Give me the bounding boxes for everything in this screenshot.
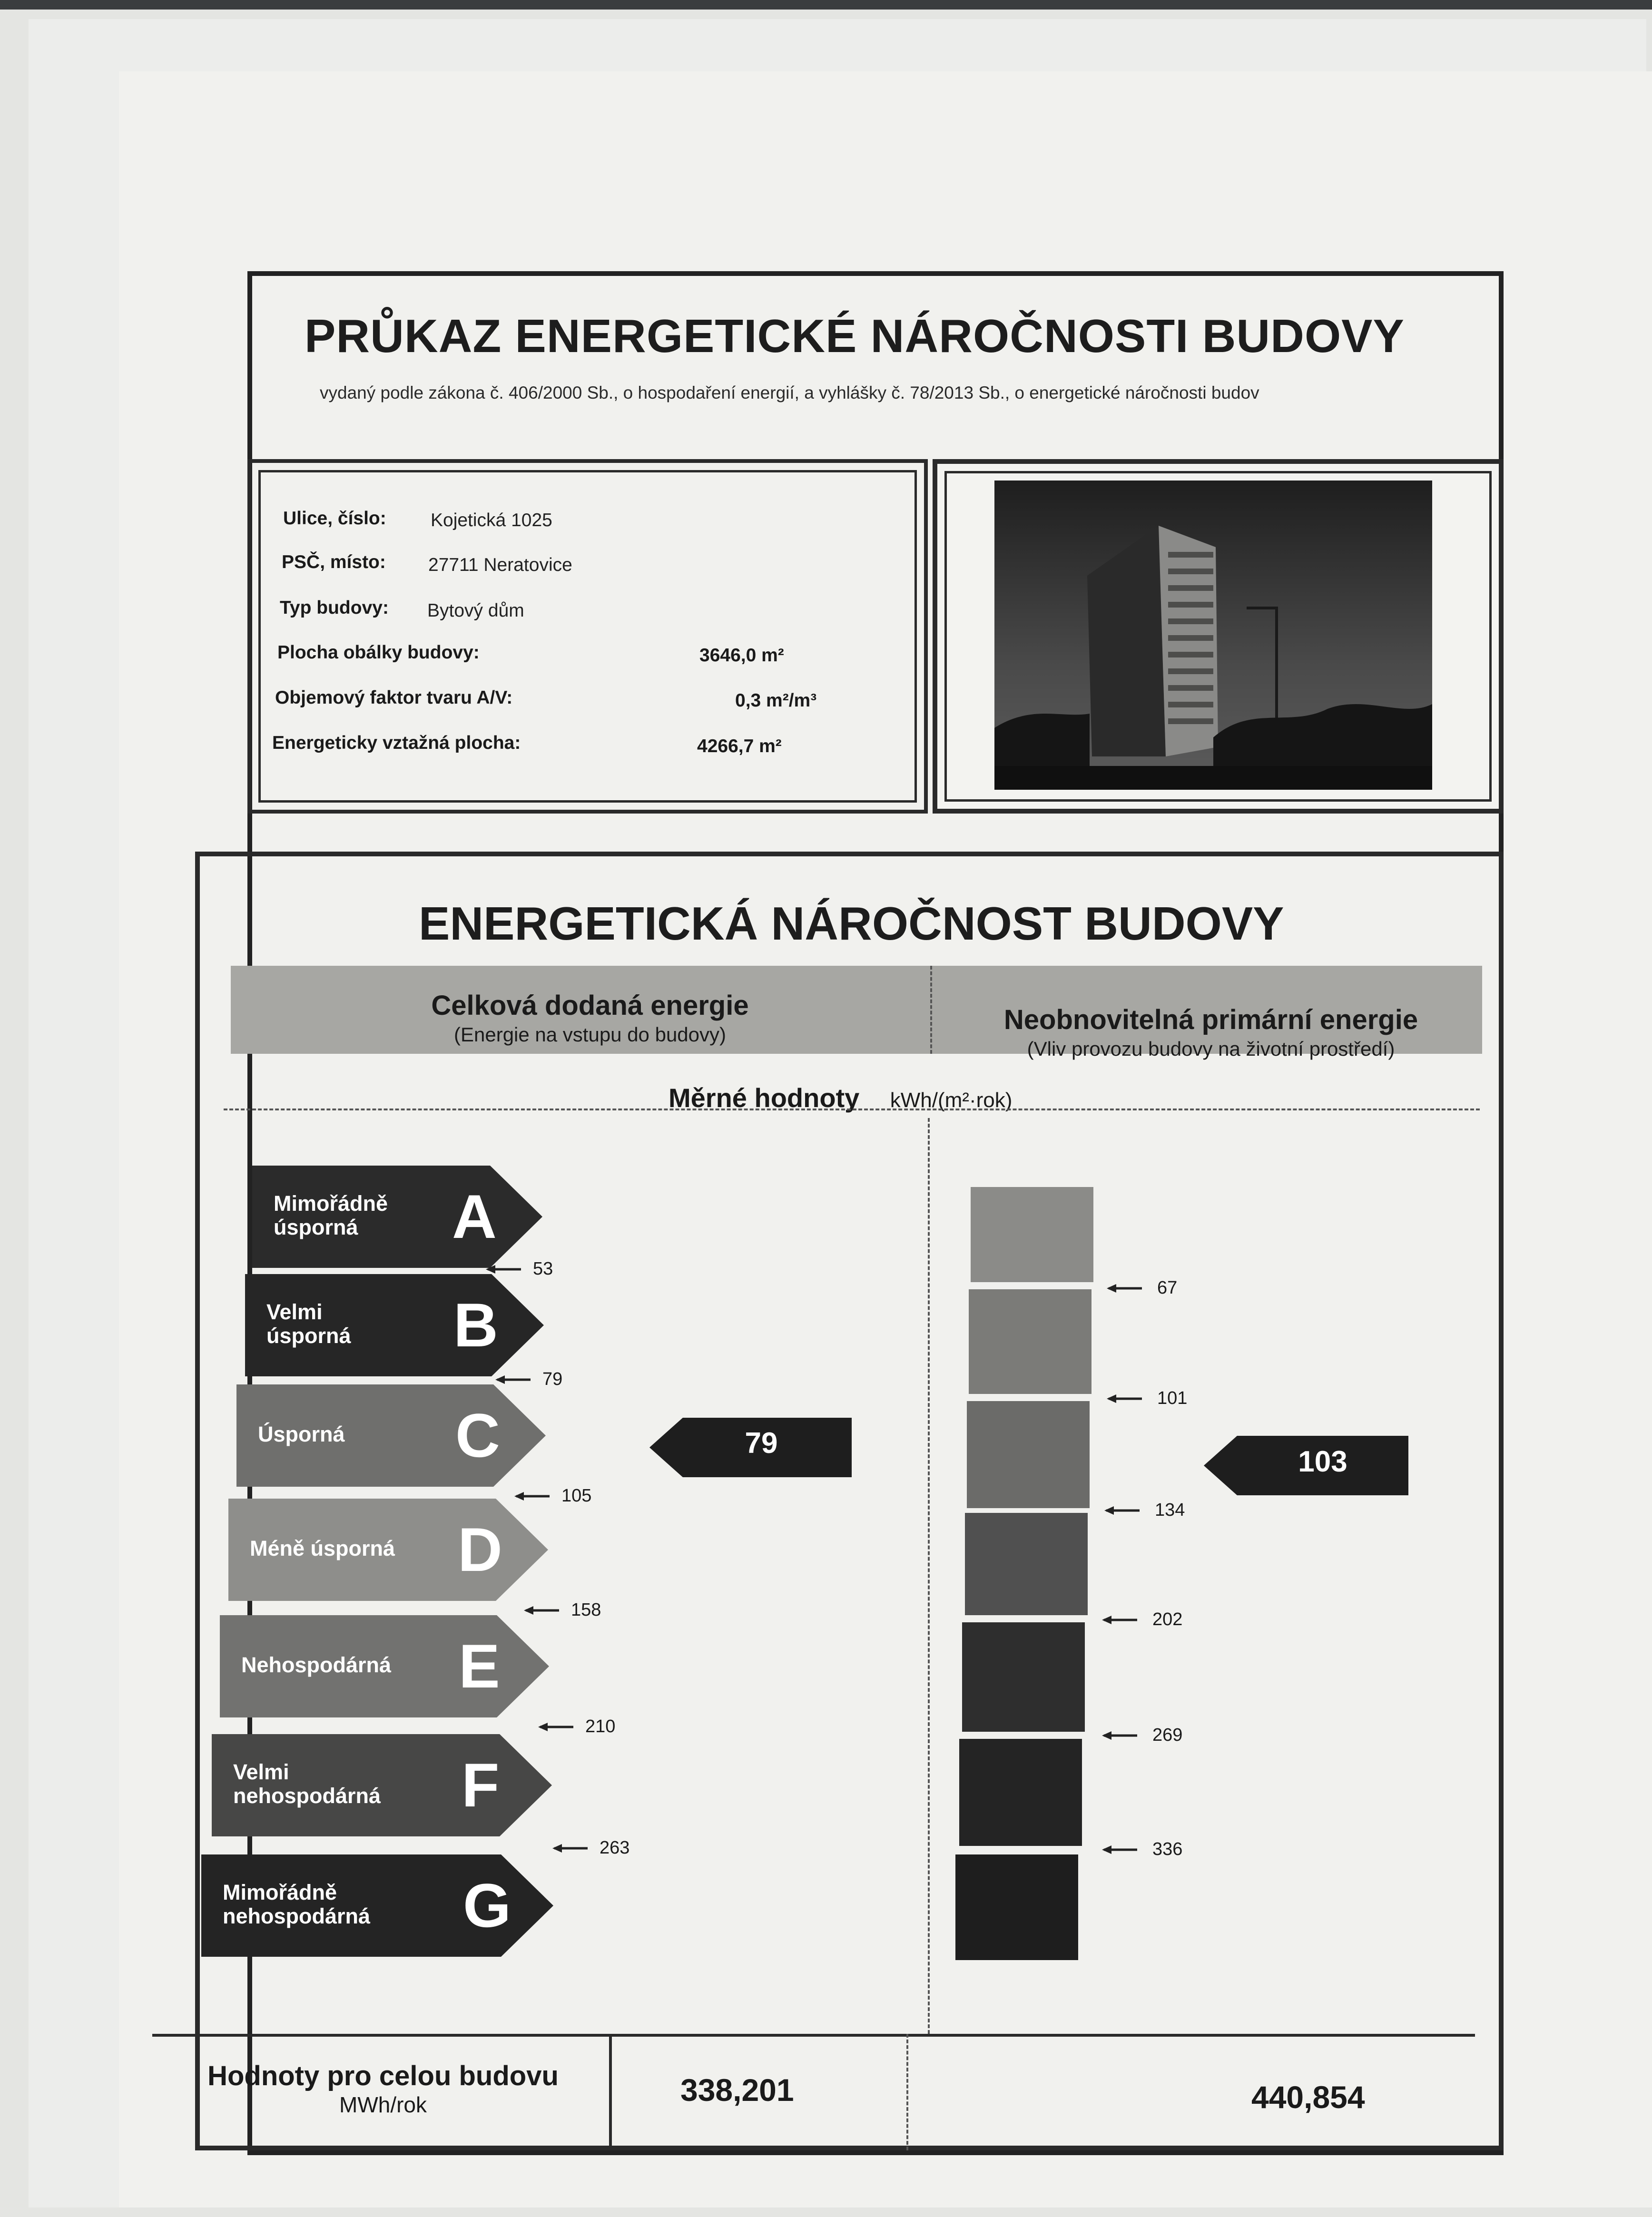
energy-class-b-letter: B	[453, 1290, 498, 1360]
envelope-area-label: Plocha obálky budovy:	[277, 642, 480, 663]
primary-threshold-arrow-head	[1104, 1506, 1114, 1515]
reference-area-value: 4266,7 m²	[697, 736, 782, 756]
delivered-threshold-arrow-head	[552, 1844, 562, 1853]
primary-threshold-value: 67	[1157, 1278, 1178, 1298]
energy-class-f-label-line1: Velmi	[233, 1760, 289, 1784]
envelope-area-value: 3646,0 m²	[699, 645, 784, 666]
footer-label	[188, 2060, 578, 2118]
footer-dashed-divider	[906, 2034, 908, 2150]
energy-class-a-label-line1: Mimořádně	[274, 1191, 388, 1216]
energy-class-e-letter: E	[459, 1631, 500, 1701]
primary-energy-class-block	[969, 1289, 1092, 1394]
street-label: Ulice, číslo:	[283, 508, 386, 529]
energy-class-f-label-line2: nehospodárná	[233, 1784, 381, 1808]
specific-values-label: Měrné hodnoty	[669, 1083, 860, 1113]
energy-class-b-label-line1: Velmi	[266, 1300, 323, 1324]
energy-class-c-label-line1: Úsporná	[258, 1422, 345, 1446]
left-column-title: Celková dodaná energie	[431, 990, 749, 1021]
energy-class-g-letter: G	[463, 1871, 511, 1940]
delivered-threshold-arrow-head	[538, 1723, 548, 1731]
primary-threshold-value: 336	[1152, 1839, 1183, 1859]
left-column-subtitle: (Energie na vstupu do budovy)	[453, 1023, 727, 1046]
right-rating-value: 103	[1298, 1445, 1347, 1478]
primary-threshold-arrow-head	[1102, 1845, 1111, 1854]
energy-class-g-label-line2: nehospodárná	[223, 1904, 371, 1928]
primary-energy-class-block	[962, 1622, 1085, 1732]
energy-class-a-label-line2: úsporná	[274, 1215, 358, 1239]
shape-factor-label: Objemový faktor tvaru A/V:	[275, 687, 513, 708]
primary-energy-class-block	[955, 1854, 1078, 1960]
certificate-title: PRŮKAZ ENERGETICKÉ NÁROČNOSTI BUDOVY	[305, 310, 1405, 362]
primary-threshold-value: 269	[1152, 1725, 1183, 1745]
primary-threshold-value: 101	[1157, 1388, 1188, 1408]
delivered-threshold-value: 105	[561, 1486, 592, 1506]
psc-label: PSČ, místo:	[282, 552, 386, 572]
primary-threshold-value: 134	[1155, 1500, 1185, 1520]
footer-divider	[609, 2034, 612, 2150]
right-column-title: Neobnovitelná primární energie	[1003, 1004, 1418, 1035]
primary-threshold-arrow-head	[1107, 1284, 1116, 1293]
psc-value: 27711 Neratovice	[428, 555, 572, 575]
primary-energy-class-block	[959, 1739, 1082, 1846]
building-type-label: Typ budovy:	[280, 598, 389, 618]
street-value: Kojetická 1025	[431, 510, 552, 530]
primary-threshold-value: 202	[1152, 1609, 1183, 1629]
energy-class-e-label-line1: Nehospodárná	[241, 1653, 392, 1677]
delivered-threshold-arrow-head	[514, 1492, 524, 1501]
delivered-threshold-value: 53	[533, 1259, 553, 1279]
primary-energy-class-block	[971, 1187, 1093, 1282]
primary-energy-class-block	[967, 1401, 1090, 1508]
energy-class-b-label-line2: úsporná	[266, 1324, 351, 1348]
delivered-threshold-value: 210	[585, 1717, 616, 1736]
energy-rating-title: ENERGETICKÁ NÁROČNOST BUDOVY	[419, 897, 1284, 950]
energy-class-f-letter: F	[462, 1750, 500, 1820]
delivered-threshold-value: 79	[542, 1369, 563, 1389]
energy-class-c-letter: C	[455, 1401, 500, 1470]
primary-energy-class-block	[965, 1513, 1088, 1615]
primary-threshold-arrow-head	[1107, 1394, 1116, 1403]
right-column-subtitle: (Vliv provozu budovy na životní prostředí)	[1027, 1038, 1395, 1060]
delivered-threshold-value: 263	[600, 1838, 630, 1858]
footer-top-rule	[152, 2034, 1475, 2037]
whole-building-primary-energy: 440,854	[1251, 2080, 1365, 2115]
energy-class-d-label-line1: Méně úsporná	[250, 1536, 395, 1560]
delivered-threshold-arrow-head	[524, 1606, 533, 1615]
whole-building-delivered-energy: 338,201	[680, 2072, 794, 2108]
building-type-value: Bytový dům	[427, 600, 524, 621]
delivered-threshold-arrow-head	[495, 1375, 505, 1384]
reference-area-label: Energeticky vztažná plocha:	[272, 733, 521, 753]
whole-building-label: Hodnoty pro celou budovu	[207, 2060, 559, 2091]
delivered-threshold-value: 158	[571, 1600, 601, 1620]
energy-class-d-letter: D	[458, 1515, 502, 1584]
energy-class-a-letter: A	[452, 1182, 497, 1251]
primary-threshold-arrow-head	[1102, 1731, 1111, 1740]
shape-factor-value: 0,3 m²/m³	[735, 690, 817, 711]
energy-class-g-label-line1: Mimořádně	[223, 1880, 337, 1904]
left-rating-value: 79	[745, 1427, 778, 1460]
certificate-subtitle: vydaný podle zákona č. 406/2000 Sb., o hospodaření energií, a vyhlášky č. 78/2013 Sb., o energetické náročnosti budov	[320, 383, 1259, 402]
primary-threshold-arrow-head	[1102, 1616, 1111, 1624]
units-label: kWh/(m²·rok)	[890, 1089, 1013, 1112]
whole-building-unit: MWh/rok	[339, 2092, 427, 2117]
